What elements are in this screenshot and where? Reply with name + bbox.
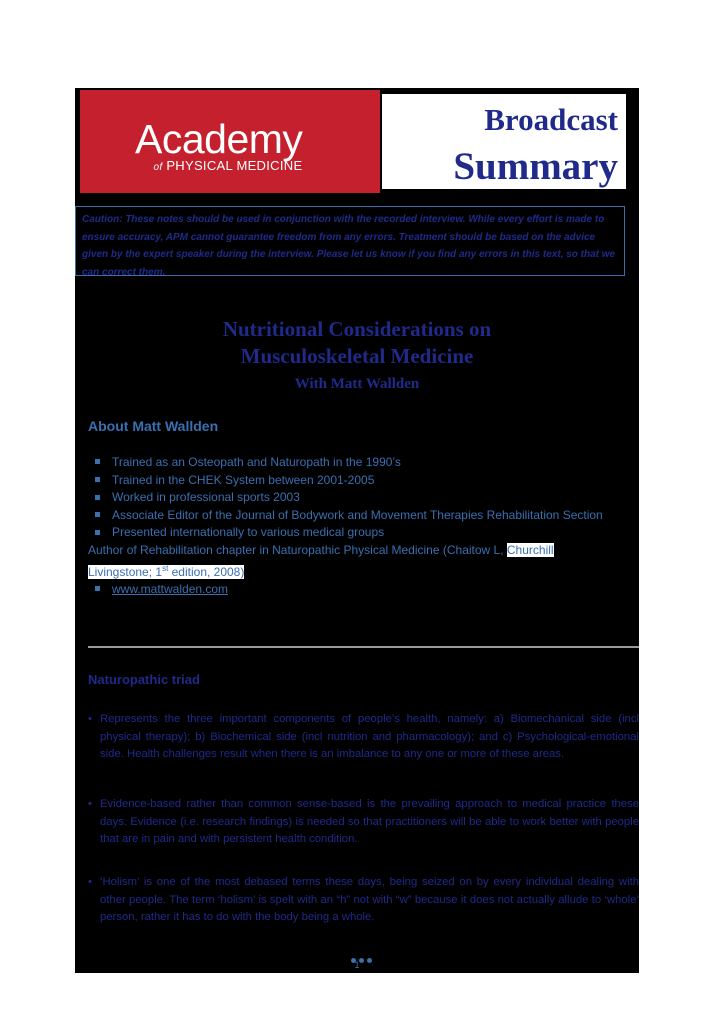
triad-heading: Naturopathic triad <box>88 672 200 687</box>
broadcast-title-box <box>382 94 626 189</box>
doc-subtitle: With Matt Wallden <box>294 376 420 392</box>
website-link[interactable]: www.mattwalden.com <box>112 582 229 597</box>
list-item: Worked in professional sports 2003 <box>88 489 638 507</box>
broadcast-title: Broadcast <box>484 102 618 137</box>
doc-title-line1: Nutritional Considerations on <box>222 317 492 341</box>
list-item: Trained in the CHEK System between 2001-2005 <box>88 472 638 490</box>
about-list <box>88 454 638 599</box>
square-bullet-icon <box>95 586 100 591</box>
document-page <box>75 88 639 973</box>
highlighted-text: Livingstone; 1st edition, 2008) <box>88 563 245 579</box>
list-item: Presented internationally to various medical groups <box>88 524 638 542</box>
logo-sub-text: PHYSICAL MEDICINE <box>166 158 303 173</box>
square-bullet-icon <box>95 530 100 535</box>
bullet-icon: • <box>88 713 92 725</box>
highlighted-text: Churchill <box>506 542 554 557</box>
square-bullet-icon <box>95 459 100 464</box>
list-item: Associate Editor of the Journal of Bodywork and Movement Therapies Rehabilitation Section <box>88 507 638 525</box>
bullet-icon: • <box>88 876 92 888</box>
summary-title: Summary <box>453 145 618 188</box>
page-number: 1 <box>354 960 360 970</box>
list-item: • Evidence-based rather than common sense-based is the prevailing approach to medical practice these days. Evidence (i.e. research findings) is needed so that practitioners will be able to work better with people that are in pain and with persistent health condition. <box>88 798 639 846</box>
author-line: Author of Rehabilitation chapter in Naturopathic Physical Medicine (Chaitow L, Churchill Livingstone; 1st edition, 2008) <box>88 542 554 579</box>
logo-main-text: Academy <box>135 116 303 162</box>
list-item: • ‘Holism’ is one of the most debased terms these days, being seized on by every individual dealing with other people. The term ‘holism’ is spelt with an “h” not with “w” because it does not actually allude to ‘whole’ person, rather it has to do with the body being a whole. <box>88 876 639 924</box>
list-item: Trained as an Osteopath and Naturopath in the 1990’s <box>88 454 638 472</box>
doc-title-line2: Musculoskeletal Medicine <box>240 344 474 368</box>
academy-logo <box>135 118 302 173</box>
bullet-icon: • <box>88 798 92 810</box>
square-bullet-icon <box>95 495 100 500</box>
list-item: • Represents the three important components of people’s health, namely: a) Biomechanical side (incl physical therapy); b) Biochemical side (incl nutrition and pharmacology); and c) Psychological-emotional side. Health challenges result when there is an imbalance to any one or more of these areas. <box>88 713 639 761</box>
logo-banner <box>80 90 380 193</box>
square-bullet-icon <box>95 512 100 517</box>
section-divider <box>88 646 639 648</box>
logo-sub-of: of <box>153 162 163 173</box>
about-heading: About Matt Wallden <box>88 418 219 434</box>
caution-notice: Caution: These notes should be used in conjunction with the recorded interview. While every effort is made to ensure accuracy, APM cannot guarantee freedom from any errors. Treatment should be based on the advice given by the expert speaker during the interview. Please let us know if you find any errors in this text, so that we can correct them. <box>75 206 625 276</box>
list-item <box>88 581 638 599</box>
square-bullet-icon <box>95 477 100 482</box>
